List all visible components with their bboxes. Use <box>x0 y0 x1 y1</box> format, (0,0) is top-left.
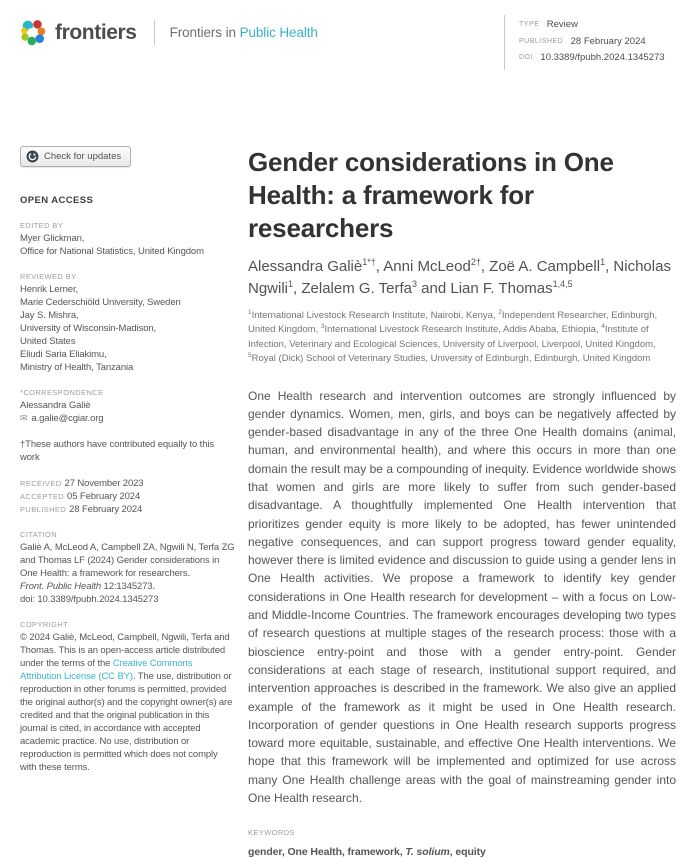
copyright-text <box>20 631 235 774</box>
author: , Zoë A. Campbell <box>481 258 600 275</box>
citation-text <box>20 541 235 606</box>
reviewed-by-label: REVIEWED BY <box>20 271 235 282</box>
copyright-label: COPYRIGHT <box>20 619 235 630</box>
cc-by-license-link[interactable]: Creative Commons Attribution License (CC BY) <box>20 658 192 682</box>
keywords-italic-term: T. solium <box>405 846 449 858</box>
affiliation-marker: 1 <box>248 308 252 315</box>
accepted-value: 05 February 2024 <box>67 491 140 502</box>
affiliation: International Livestock Research Institute, Nairobi, Kenya, <box>252 310 499 321</box>
check-for-updates-button[interactable] <box>20 146 131 167</box>
author-affiliation-marker: 2† <box>471 257 481 267</box>
copyright-section <box>20 619 235 774</box>
citation-volume: 12:1345273. <box>101 581 155 592</box>
author: , Anni McLeod <box>376 258 471 275</box>
content-columns <box>0 70 698 858</box>
edited-by-line: Office for National Statistics, United Kingdom <box>20 245 235 258</box>
meta-doi-row <box>519 49 676 66</box>
affiliation-list <box>248 309 676 367</box>
reviewed-by-line: Marie Cederschiöld University, Sweden <box>20 296 235 309</box>
affiliation-marker: 4 <box>601 323 605 330</box>
check-for-updates-label: Check for updates <box>44 151 121 162</box>
reviewed-by-line: Jay S. Mishra, <box>20 309 235 322</box>
keywords-before: gender, One Health, framework, <box>248 846 405 858</box>
edited-by-line: Myer Glickman, <box>20 232 235 245</box>
abstract-text: One Health research and intervention outcomes are strongly influenced by gender dynamics. Women, men, girls, and boys can be negatively affected by gender-based disadvantage in any of the three One Health domains (animal, human, and environmental health), and where this occurs in more than one domain the result may be a compounding of inequity. Evidence worldwide shows that women and girls are more likely to suffer from such gender-based disadvantage. A thoughtfully implemented One Health intervention that prioritizes gender equity is more likely to be adopted, has fewer unintended negative consequences, and can support progress toward gender equality, however there is limited evidence and discussion to guide using a gender lens in One Health activities. We propose a framework to identify key gender considerations in One Health research for development – with a focus on Low-and Middle-Income Countries. The framework encourages developing two types of research questions at multiple stages of the research process: those with a bioscience entry-point and those with a gender entry-point. Gender considerations at each stage of research, institutional support required, and intervention approaches is described in the framework. We also give an applied example of the framework as it might be used in One Health research. Incorporation of gender questions in One Health research supports progress toward more equitable, sustainable, and effective One Health interventions. We hope that this framework will be implemented and optimized for use across many One Health challenge areas with the goal of mainstreaming gender into One Health research. <box>248 387 676 808</box>
received-label: RECEIVED <box>20 479 62 488</box>
open-access-heading: OPEN ACCESS <box>20 194 235 207</box>
accepted-row <box>20 490 235 503</box>
reviewed-by-line: Eliudi Saria Eliakimu, <box>20 348 235 361</box>
article-info-sidebar <box>20 146 235 774</box>
author: and Lian F. Thomas <box>417 280 553 297</box>
correspondence-email-row <box>20 412 235 425</box>
meta-type-label: TYPE <box>519 21 539 28</box>
published-row <box>20 503 235 516</box>
author-affiliation-marker: 3 <box>412 279 417 289</box>
meta-doi-value: 10.3389/fpubh.2024.1345273 <box>540 52 664 63</box>
author: , Nicholas Ngwili <box>248 258 671 297</box>
journal-title <box>170 25 318 40</box>
citation-body: Galiè A, McLeod A, Campbell ZA, Ngwili N, Terfa ZG and Thomas LF (2024) Gender considerations in One Health: a framework for researchers. <box>20 542 235 579</box>
brand-divider <box>154 20 155 45</box>
affiliation-marker: 5 <box>248 352 252 359</box>
affiliation: Independent Researcher, Edinburgh, United Kingdom, <box>248 310 657 336</box>
edited-by-label: EDITED BY <box>20 220 235 231</box>
publication-meta <box>504 15 676 70</box>
citation-section <box>20 529 235 606</box>
contributed-note: †These authors have contributed equally to this work <box>20 438 235 464</box>
reviewed-by-section <box>20 271 235 374</box>
correspondence-label: *CORRESPONDENCE <box>20 387 235 398</box>
journal-name-link[interactable]: Public Health <box>240 25 318 40</box>
history-dates-section <box>20 477 235 516</box>
accepted-label: ACCEPTED <box>20 492 64 501</box>
meta-type-row <box>519 16 676 33</box>
copyright-after-link: . The use, distribution or reproduction in other forums is permitted, provided the original author(s) and the copyright owner(s) are credited and that the original publication in this journal is cited, in accordance with accepted academic practice. No use, distribution or reproduction is permitted which does not comply with these terms. <box>20 671 232 773</box>
meta-doi-label: DOI <box>519 54 533 61</box>
envelope-icon: ✉ <box>20 412 27 425</box>
author-affiliation-marker: 1 <box>288 279 293 289</box>
meta-type-value: Review <box>547 19 578 30</box>
citation-label: CITATION <box>20 529 235 540</box>
affiliation: International Livestock Research Institute, Addis Ababa, Ethiopia, <box>325 324 602 335</box>
journal-prefix: Frontiers in <box>170 25 236 40</box>
affiliation-marker: 2 <box>498 308 502 315</box>
article-main <box>248 146 676 858</box>
reviewed-by-line: University of Wisconsin-Madison, <box>20 322 235 335</box>
frontiers-logo-icon <box>20 19 47 46</box>
masthead <box>0 0 698 70</box>
copyright-before-link: © 2024 Galiè, McLeod, Campbell, Ngwili, Terfa and Thomas. This is an open-access article distributed under the terms of the <box>20 632 230 669</box>
published-value: 28 February 2024 <box>69 504 142 515</box>
citation-doi: doi: 10.3389/fpubh.2024.1345273 <box>20 594 158 605</box>
author-affiliation-marker: 1*† <box>362 257 376 267</box>
received-row <box>20 477 235 490</box>
correspondence-email-link[interactable]: a.galie@cgiar.org <box>31 412 103 425</box>
article-title: Gender considerations in One Health: a framework for researchers <box>248 146 676 245</box>
brand <box>20 14 318 46</box>
correspondence-section <box>20 387 235 425</box>
keywords-label: KEYWORDS <box>248 828 676 837</box>
crossmark-icon <box>26 150 39 163</box>
keywords-line <box>248 846 676 858</box>
affiliation: Royal (Dick) School of Veterinary Studies, University of Edinburgh, Edinburgh, United Kingdom <box>252 353 651 364</box>
affiliation: Institute of Infection, Veterinary and Ecological Sciences, University of Liverpool, Liverpool, United Kingdom, <box>248 324 656 350</box>
keywords-after: , equity <box>450 846 486 858</box>
author-affiliation-marker: 1 <box>600 257 605 267</box>
correspondence-name: Alessandra Galiè <box>20 399 235 412</box>
reviewed-by-line: Henrik Lerner, <box>20 283 235 296</box>
meta-published-row <box>519 33 676 50</box>
brand-name: frontiers <box>55 21 137 45</box>
received-value: 27 November 2023 <box>65 478 144 489</box>
reviewed-by-line: United States <box>20 335 235 348</box>
published-label: PUBLISHED <box>20 505 66 514</box>
reviewed-by-line: Ministry of Health, Tanzania <box>20 361 235 374</box>
meta-published-value: 28 February 2024 <box>571 36 646 47</box>
meta-published-label: PUBLISHED <box>519 38 563 45</box>
author: Alessandra Galiè <box>248 258 362 275</box>
author-list <box>248 256 676 300</box>
edited-by-section <box>20 220 235 258</box>
author: , Zelalem G. Terfa <box>293 280 412 297</box>
affiliation-marker: 3 <box>321 323 325 330</box>
author-affiliation-marker: 1,4,5 <box>553 279 573 289</box>
citation-journal: Front. Public Health <box>20 581 101 592</box>
